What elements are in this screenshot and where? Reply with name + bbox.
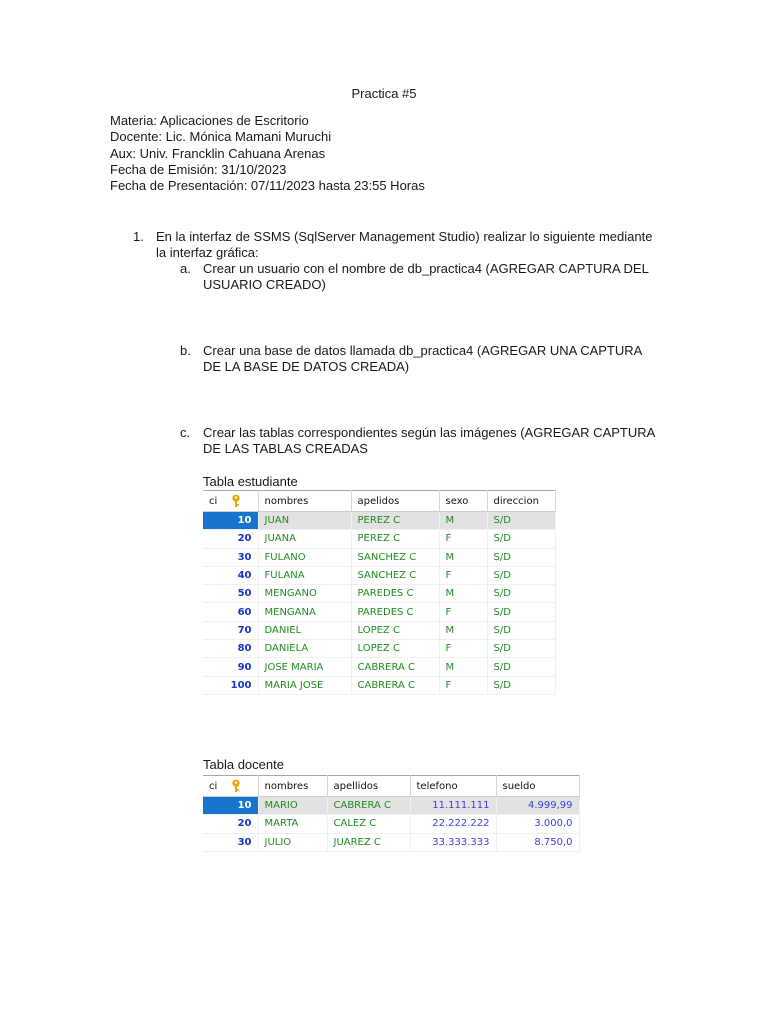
table-cell-nombres[interactable]: MARTA bbox=[258, 815, 327, 833]
table-row[interactable] bbox=[203, 548, 555, 566]
table-row[interactable] bbox=[203, 603, 555, 621]
table-cell-sexo[interactable]: M bbox=[439, 548, 487, 566]
table-cell-ci[interactable]: 40 bbox=[203, 566, 258, 584]
subtask-text: Crear un usuario con el nombre de db_practica4 (AGREGAR CAPTURA DEL USUARIO CREADO) bbox=[203, 261, 649, 293]
table-row[interactable] bbox=[203, 797, 579, 815]
table-cell-nombres[interactable]: JULIO bbox=[258, 833, 327, 851]
table-cell-ci[interactable]: 70 bbox=[203, 621, 258, 639]
table-cell-sueldo[interactable]: 8.750,0 bbox=[496, 833, 579, 851]
subtask-letter: b. bbox=[180, 343, 191, 358]
table-row[interactable] bbox=[203, 640, 555, 658]
table-cell-direccion[interactable]: S/D bbox=[487, 548, 555, 566]
key-icon bbox=[231, 494, 241, 508]
column-header-telefono[interactable]: telefono bbox=[410, 776, 496, 797]
table-cell-nombres[interactable]: MENGANA bbox=[258, 603, 351, 621]
table-row[interactable] bbox=[203, 585, 555, 603]
column-header-sueldo[interactable]: sueldo bbox=[496, 776, 579, 797]
table-cell-ci[interactable]: 60 bbox=[203, 603, 258, 621]
table-cell-sexo[interactable]: F bbox=[439, 603, 487, 621]
table-cell-ci[interactable]: 80 bbox=[203, 640, 258, 658]
aux-line: Aux: Univ. Francklin Cahuana Arenas bbox=[110, 145, 326, 161]
course-info bbox=[110, 113, 425, 194]
table-cell-sueldo[interactable]: 3.000,0 bbox=[496, 815, 579, 833]
task-number: 1. bbox=[133, 229, 144, 244]
docente-line: Docente: Lic. Mónica Mamani Muruchi bbox=[110, 129, 332, 145]
table-cell-direccion[interactable]: S/D bbox=[487, 530, 555, 548]
page-title: Practica #5 bbox=[351, 86, 417, 101]
table-row[interactable] bbox=[203, 815, 579, 833]
tabla-estudiante-caption: Tabla estudiante bbox=[203, 474, 298, 489]
table-row[interactable] bbox=[203, 530, 555, 548]
table-cell-apellidos[interactable]: JUAREZ C bbox=[327, 833, 410, 851]
table-cell-direccion[interactable]: S/D bbox=[487, 585, 555, 603]
table-row[interactable] bbox=[203, 512, 555, 530]
table-cell-nombres[interactable]: FULANA bbox=[258, 566, 351, 584]
table-cell-apelidos[interactable]: CABRERA C bbox=[351, 658, 439, 676]
column-header-ci[interactable] bbox=[203, 776, 258, 797]
table-row[interactable] bbox=[203, 658, 555, 676]
table-row[interactable] bbox=[203, 676, 555, 694]
key-icon bbox=[231, 779, 241, 793]
header-row bbox=[203, 776, 579, 797]
subtask-letter: c. bbox=[180, 425, 191, 440]
table-cell-nombres[interactable]: MARIO bbox=[258, 797, 327, 815]
subtask-text: Crear una base de datos llamada db_practica4 (AGREGAR UNA CAPTURA DE LA BASE DE DATOS CREADA) bbox=[203, 343, 642, 375]
table-row[interactable] bbox=[203, 833, 579, 851]
table-cell-apelidos[interactable]: SANCHEZ C bbox=[351, 548, 439, 566]
table-cell-direccion[interactable]: S/D bbox=[487, 640, 555, 658]
column-header-sexo[interactable]: sexo bbox=[439, 491, 487, 512]
tabla-docente-grid bbox=[203, 775, 580, 852]
table-cell-direccion[interactable]: S/D bbox=[487, 603, 555, 621]
column-header-label: ci bbox=[209, 496, 218, 507]
table-cell-sexo[interactable]: F bbox=[439, 566, 487, 584]
presentation-date-line: Fecha de Presentación: 07/11/2023 hasta 23:55 Horas bbox=[110, 178, 425, 194]
table-cell-nombres[interactable]: FULANO bbox=[258, 548, 351, 566]
table-cell-sexo[interactable]: M bbox=[439, 658, 487, 676]
table-cell-sexo[interactable]: M bbox=[439, 585, 487, 603]
table-cell-nombres[interactable]: DANIEL bbox=[258, 621, 351, 639]
table-cell-ci[interactable]: 100 bbox=[203, 676, 258, 694]
table-cell-apelidos[interactable]: PEREZ C bbox=[351, 512, 439, 530]
column-header-label: ci bbox=[209, 781, 218, 792]
table-cell-apellidos[interactable]: CALEZ C bbox=[327, 815, 410, 833]
table-cell-sueldo[interactable]: 4.999,99 bbox=[496, 797, 579, 815]
table-cell-direccion[interactable]: S/D bbox=[487, 658, 555, 676]
subtask-letter: a. bbox=[180, 261, 191, 276]
table-cell-apelidos[interactable]: CABRERA C bbox=[351, 676, 439, 694]
table-cell-direccion[interactable]: S/D bbox=[487, 512, 555, 530]
table-cell-telefono[interactable]: 33.333.333 bbox=[410, 833, 496, 851]
table-cell-ci[interactable]: 20 bbox=[203, 815, 258, 833]
table-cell-telefono[interactable]: 22.222.222 bbox=[410, 815, 496, 833]
table-cell-apelidos[interactable]: LOPEZ C bbox=[351, 621, 439, 639]
table-cell-ci[interactable]: 10 bbox=[203, 512, 258, 530]
emision-date-line: Fecha de Emisión: 31/10/2023 bbox=[110, 161, 287, 177]
subtask-text: Crear las tablas correspondientes según las imágenes (AGREGAR CAPTURA DE LAS TABLAS CREADAS bbox=[203, 425, 655, 457]
table-cell-ci[interactable]: 90 bbox=[203, 658, 258, 676]
table-cell-ci[interactable]: 30 bbox=[203, 833, 258, 851]
table-cell-sexo[interactable]: F bbox=[439, 676, 487, 694]
table-cell-sexo[interactable]: M bbox=[439, 621, 487, 639]
column-header-ci[interactable] bbox=[203, 491, 258, 512]
table-row[interactable] bbox=[203, 621, 555, 639]
table-cell-nombres[interactable]: DANIELA bbox=[258, 640, 351, 658]
table-cell-ci[interactable]: 20 bbox=[203, 530, 258, 548]
table-cell-ci[interactable]: 10 bbox=[203, 797, 258, 815]
task-text: En la interfaz de SSMS (SqlServer Management Studio) realizar lo siguiente mediante la interfaz gráfica: bbox=[156, 229, 653, 261]
tabla-estudiante-grid bbox=[203, 490, 556, 695]
table-cell-apelidos[interactable]: PAREDES C bbox=[351, 603, 439, 621]
column-header-apellidos[interactable]: apellidos bbox=[327, 776, 410, 797]
table-cell-nombres[interactable]: JOSE MARIA bbox=[258, 658, 351, 676]
table-cell-direccion[interactable]: S/D bbox=[487, 566, 555, 584]
header-row bbox=[203, 491, 555, 512]
table-cell-telefono[interactable]: 11.111.111 bbox=[410, 797, 496, 815]
column-header-nombres[interactable]: nombres bbox=[258, 491, 351, 512]
table-cell-nombres[interactable]: JUAN bbox=[258, 512, 351, 530]
table-cell-apelidos[interactable]: PEREZ C bbox=[351, 530, 439, 548]
table-cell-direccion[interactable]: S/D bbox=[487, 676, 555, 694]
table-cell-nombres[interactable]: MARIA JOSE bbox=[258, 676, 351, 694]
table-cell-ci[interactable]: 50 bbox=[203, 585, 258, 603]
materia-line: Materia: Aplicaciones de Escritorio bbox=[110, 113, 309, 128]
table-cell-apelidos[interactable]: SANCHEZ C bbox=[351, 566, 439, 584]
table-cell-nombres[interactable]: MENGANO bbox=[258, 585, 351, 603]
table-cell-ci[interactable]: 30 bbox=[203, 548, 258, 566]
table-cell-sexo[interactable]: F bbox=[439, 640, 487, 658]
table-cell-nombres[interactable]: JUANA bbox=[258, 530, 351, 548]
table-cell-apelidos[interactable]: PAREDES C bbox=[351, 585, 439, 603]
table-cell-apellidos[interactable]: CABRERA C bbox=[327, 797, 410, 815]
table-cell-sexo[interactable]: F bbox=[439, 530, 487, 548]
table-cell-direccion[interactable]: S/D bbox=[487, 621, 555, 639]
column-header-apelidos[interactable]: apelidos bbox=[351, 491, 439, 512]
table-row[interactable] bbox=[203, 566, 555, 584]
table-cell-sexo[interactable]: M bbox=[439, 512, 487, 530]
tabla-docente-caption: Tabla docente bbox=[203, 757, 284, 772]
column-header-direccion[interactable]: direccion bbox=[487, 491, 555, 512]
table-cell-apelidos[interactable]: LOPEZ C bbox=[351, 640, 439, 658]
column-header-nombres[interactable]: nombres bbox=[258, 776, 327, 797]
